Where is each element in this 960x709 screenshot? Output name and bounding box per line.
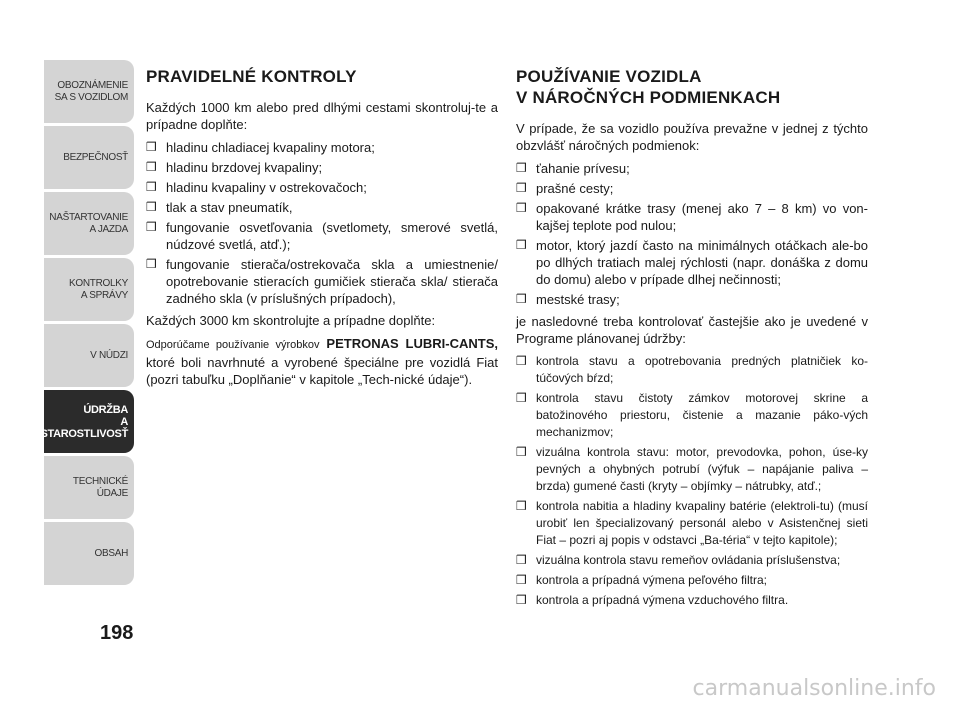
intro-paragraph: V prípade, že sa vozidlo používa prevažne v jednej z týchto obzvlášť náročných podmienok: bbox=[516, 121, 868, 153]
chapter-sidebar bbox=[40, 60, 134, 588]
left-column bbox=[146, 66, 498, 394]
tab-label: ÚDRŽBA A STAROSTLIVOSŤ bbox=[40, 403, 129, 440]
tab-label: BEZPEČNOSŤ bbox=[63, 151, 128, 163]
section-title-pravidelne-kontroly: PRAVIDELNÉ KONTROLY bbox=[146, 67, 357, 86]
list-item: ❒ vizuálna kontrola stavu remeňov ovládania príslušenstva; bbox=[516, 552, 868, 569]
note-brand: PETRONAS LUBRI-CANTS, bbox=[326, 336, 498, 351]
tab-label: V NÚDZI bbox=[90, 349, 128, 361]
tab-bezpecnost[interactable] bbox=[44, 126, 134, 189]
conditions-list bbox=[516, 160, 868, 308]
tab-label: NAŠTARTOVANIE A JAZDA bbox=[49, 211, 128, 235]
list-item: ❒ hladinu kvapaliny v ostrekovačoch; bbox=[146, 179, 498, 196]
list-item: ❒ ťahanie prívesu; bbox=[516, 160, 868, 177]
intro-paragraph: Každých 1000 km alebo pred dlhými cestami skontroluj-te a prípadne doplňte: bbox=[146, 100, 498, 132]
list-item: ❒ kontrola stavu čistoty zámkov motorovej skrine a batožinového priestoru, čistenie a mazanie páko-vých mechanizmov; bbox=[516, 390, 868, 441]
lubricant-note bbox=[146, 335, 498, 388]
list-item: ❒ fungovanie osvetľovania (svetlomety, smerové svetlá, núdzové svetlá, atď.); bbox=[146, 219, 498, 253]
watermark: carmanualsonline.info bbox=[692, 676, 936, 701]
list-item: ❒ fungovanie stierača/ostrekovača skla a umiestnenie/ opotrebovanie stieracích gumičiek stierača skla/ stierača zadného skla (v príslušných prípadoch), bbox=[146, 256, 498, 307]
tab-udrzba-active[interactable] bbox=[40, 390, 134, 453]
tab-oboznamenie[interactable] bbox=[44, 60, 134, 123]
right-column bbox=[516, 66, 868, 614]
list-item: ❒ tlak a stav pneumatík, bbox=[146, 199, 498, 216]
list-item: ❒ kontrola nabitia a hladiny kvapaliny batérie (elektroli-tu) (musí urobiť len špecializovaný personál alebo v Asistenčnej sieti Fiat – pozri aj popis v odstavci „Ba-téria“ v tejto kapitole); bbox=[516, 498, 868, 549]
tab-label: TECHNICKÉ ÚDAJE bbox=[72, 475, 128, 499]
list-item: ❒ kontrola a prípadná výmena vzduchového filtra. bbox=[516, 592, 868, 609]
tab-nastartovanie[interactable] bbox=[44, 192, 134, 255]
tab-technicke-udaje[interactable] bbox=[44, 456, 134, 519]
section-title-narocne-podmienky: POUŽÍVANIE VOZIDLA V NÁROČNÝCH PODMIENKACH bbox=[516, 67, 781, 107]
list-item: ❒ mestské trasy; bbox=[516, 291, 868, 308]
tab-label: OBSAH bbox=[94, 547, 128, 559]
paragraph-schedule: je nasledovné treba kontrolovať častejšie ako je uvedené v Programe plánovanej údržby: bbox=[516, 314, 868, 346]
list-item: ❒ vizuálna kontrola stavu: motor, prevodovka, pohon, úse-ky pevných a ohybných potrubí (výfuk – napájanie paliva – brzda) gumené časti (kryty – objímky – nátrubky, atď.; bbox=[516, 444, 868, 495]
note-prefix: Odporúčame používanie výrobkov bbox=[146, 339, 320, 351]
list-item: ❒ kontrola stavu a opotrebovania predných platničiek ko-túčových bŕzd; bbox=[516, 353, 868, 387]
tab-label: KONTROLKY A SPRÁVY bbox=[69, 277, 128, 301]
list-item: ❒ hladinu chladiacej kvapaliny motora; bbox=[146, 139, 498, 156]
list-item: ❒ motor, ktorý jazdí často na minimálnych otáčkach ale-bo po dlhých tratiach malej rýchlosti (napr. donáška z domu do domu) alebo v prípade dlhej nečinnosti; bbox=[516, 237, 868, 288]
page-number: 198 bbox=[100, 622, 134, 644]
tab-v-nudzi[interactable] bbox=[44, 324, 134, 387]
list-item: ❒ opakované krátke trasy (menej ako 7 – 8 km) vo von-kajšej teplote pod nulou; bbox=[516, 200, 868, 234]
list-item: ❒ prašné cesty; bbox=[516, 180, 868, 197]
note-suffix: ktoré boli navrhnuté a vyrobené špeciálne pre vozidlá Fiat (pozri tabuľku „Doplňanie“ v kapitole „Tech-nické údaje“). bbox=[146, 355, 498, 387]
list-item: ❒ hladinu brzdovej kvapaliny; bbox=[146, 159, 498, 176]
checklist bbox=[146, 139, 498, 307]
paragraph-3000km: Každých 3000 km skontrolujte a prípadne doplňte: bbox=[146, 313, 436, 328]
tab-obsah[interactable] bbox=[44, 522, 134, 585]
list-item: ❒ kontrola a prípadná výmena peľového filtra; bbox=[516, 572, 868, 589]
tab-label: OBOZNÁMENIE SA S VOZIDLOM bbox=[54, 79, 128, 103]
checks-list bbox=[516, 353, 868, 609]
tab-kontrolky[interactable] bbox=[44, 258, 134, 321]
